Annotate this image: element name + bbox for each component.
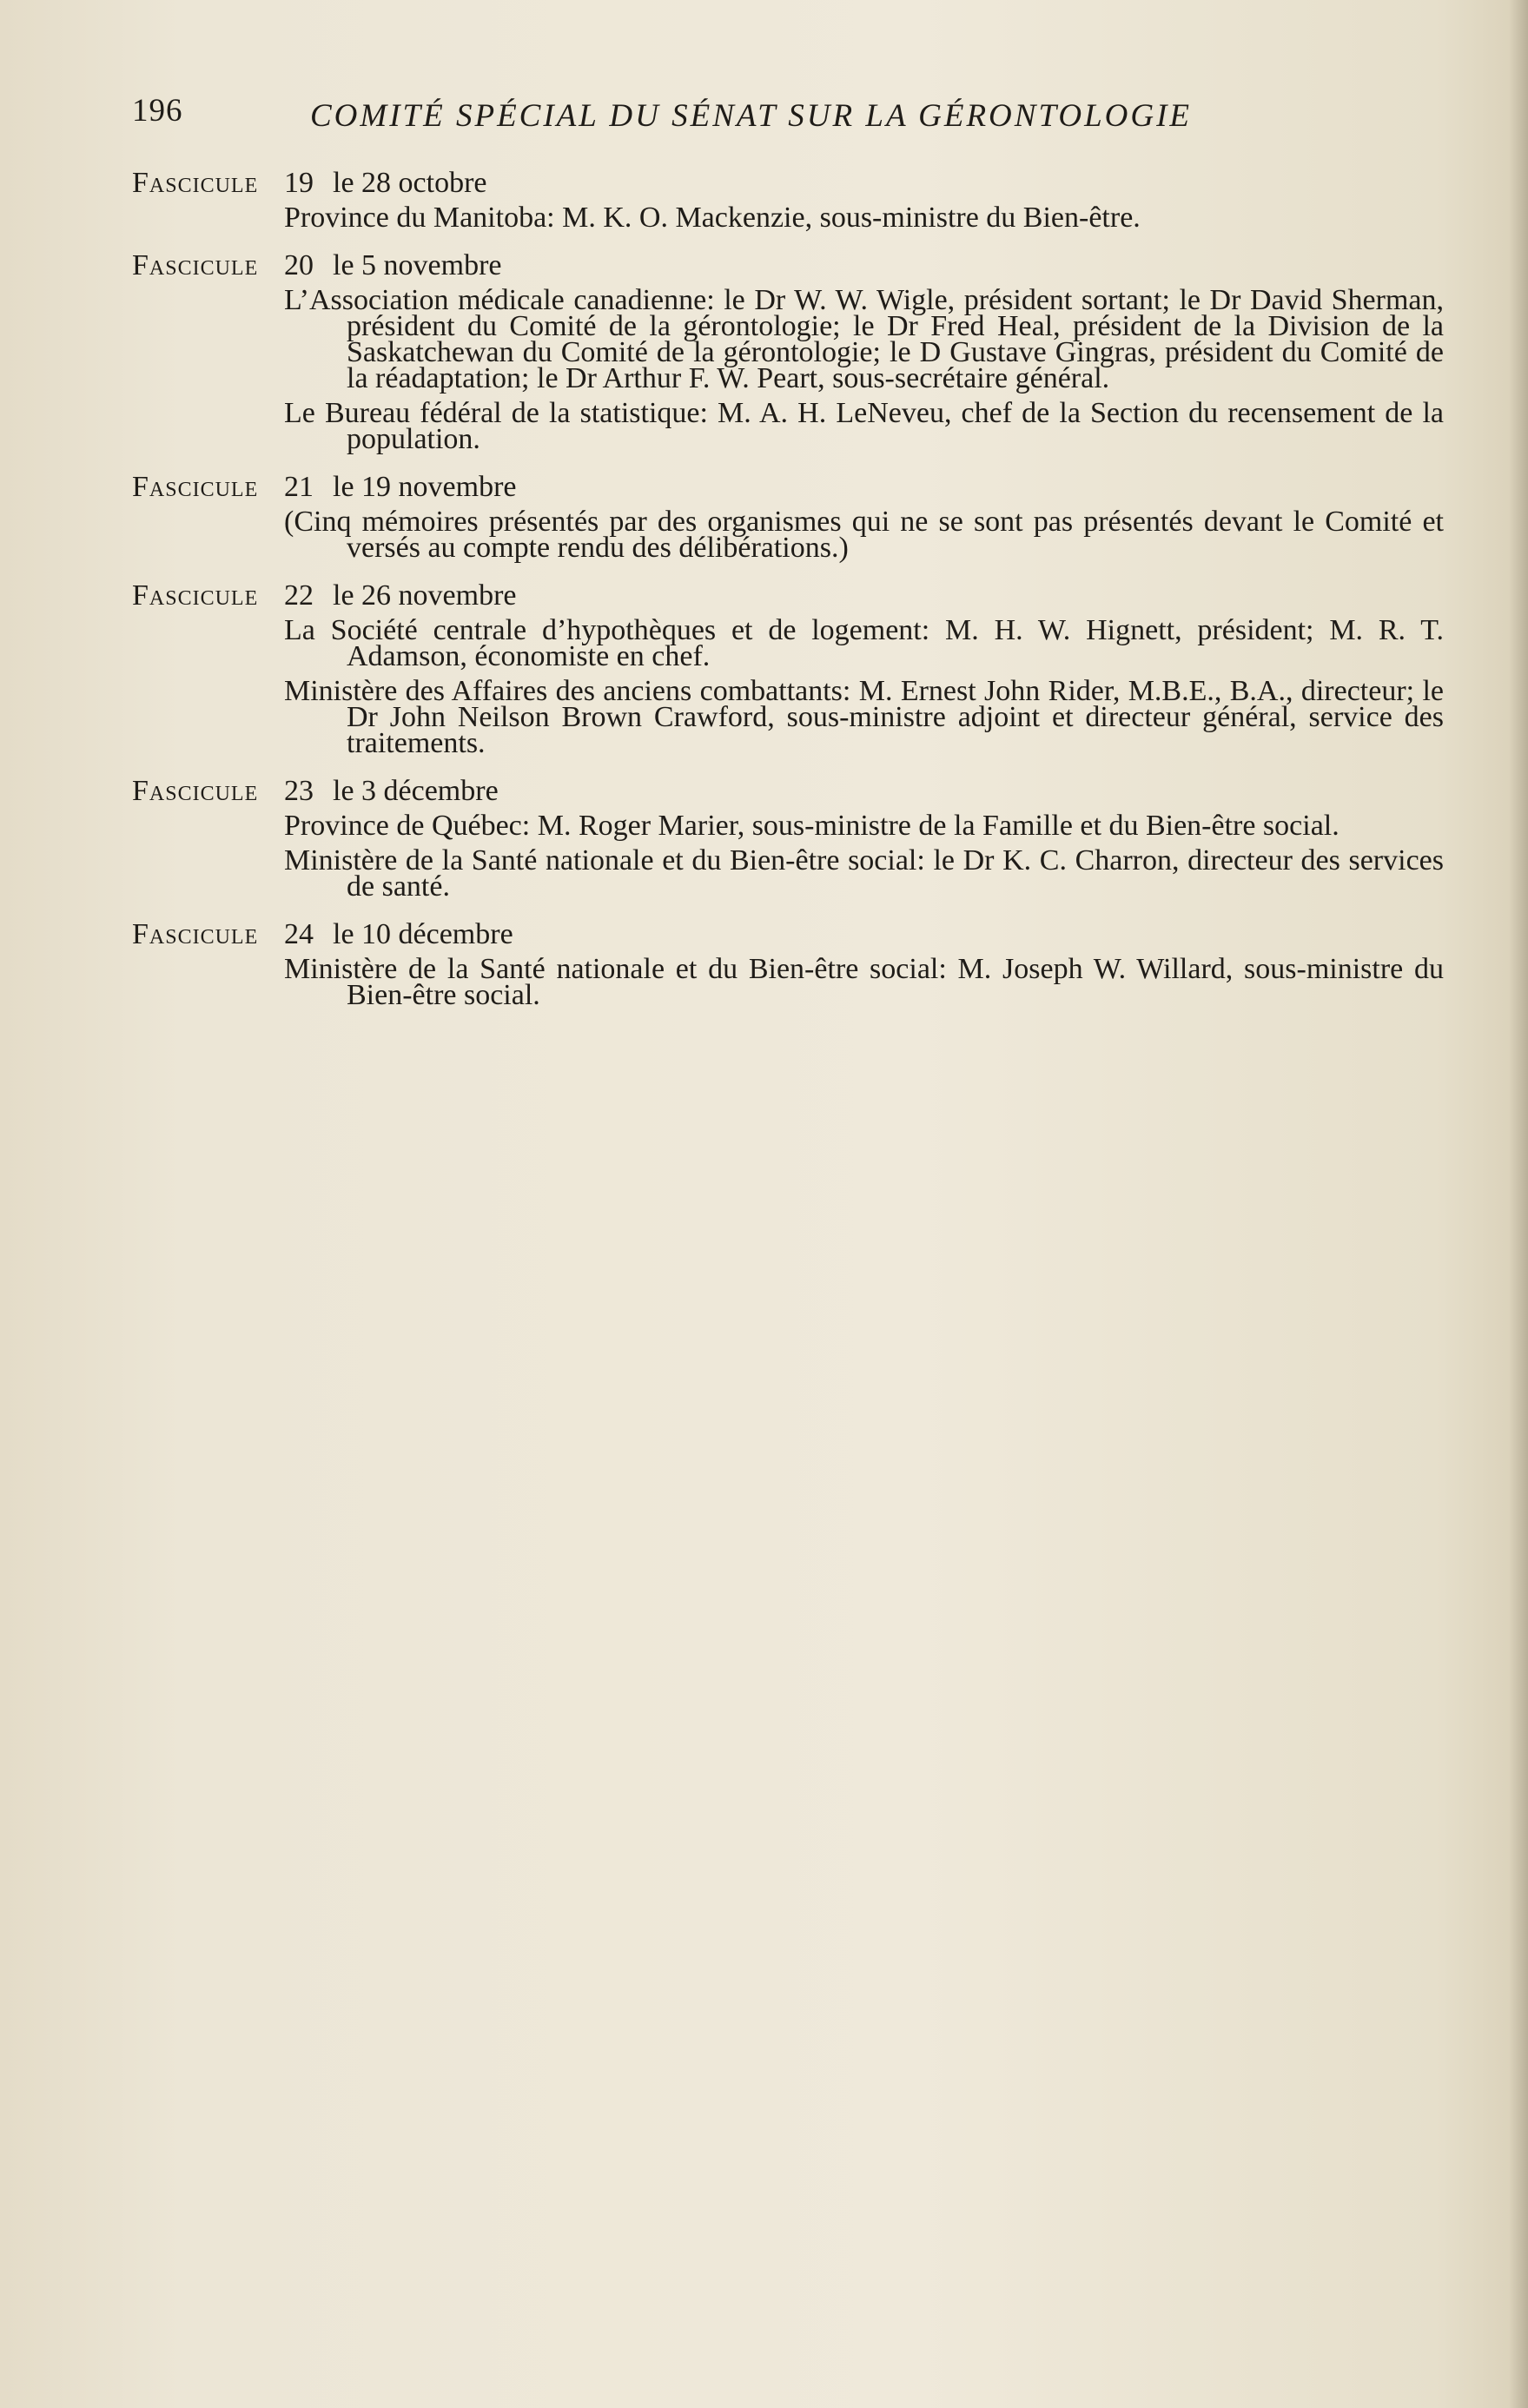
fascicule-label: Fascicule	[132, 775, 259, 807]
fascicule-label: Fascicule	[132, 918, 259, 950]
fascicule-date: le 10 décembre	[333, 918, 513, 950]
fascicule-heading	[132, 775, 1444, 813]
fascicule-number: 23	[284, 775, 314, 807]
fascicule-date: le 19 novembre	[333, 471, 517, 503]
fascicule-number: 24	[284, 918, 314, 950]
fascicule-heading	[132, 918, 1444, 956]
witness-entry: La Société centrale d’hypothèques et de logement: M. H. W. Hignett, président; M. R. T. Adamson, économiste en chef.	[284, 614, 1444, 672]
witness-entry: (Cinq mémoires présentés par des organismes qui ne se sont pas présentés devant le Comité et versés au compte rendu des délibérations.)	[284, 506, 1444, 564]
fascicule-label: Fascicule	[132, 249, 259, 281]
page-number: 196	[132, 93, 183, 129]
fascicule-date: le 26 novembre	[333, 579, 517, 612]
fascicule-date: le 3 décembre	[333, 775, 499, 807]
running-title: COMITÉ SPÉCIAL DU SÉNAT SUR LA GÉRONTOLOGIE	[310, 98, 1193, 134]
fascicule-21	[132, 471, 1444, 564]
witness-entry: Ministère des Affaires des anciens combattants: M. Ernest John Rider, M.B.E., B.A., directeur; le Dr John Neilson Brown Crawford, sous-ministre adjoint et directeur général, service des traitements.	[284, 675, 1444, 759]
fascicule-number: 21	[284, 471, 314, 503]
fascicule-label: Fascicule	[132, 167, 259, 199]
fascicule-list	[132, 167, 1444, 1030]
witness-entry: Province du Manitoba: M. K. O. Mackenzie, sous-ministre du Bien-être.	[284, 202, 1141, 234]
fascicule-number: 22	[284, 579, 314, 612]
witness-entry: Le Bureau fédéral de la statistique: M. A. H. LeNeveu, chef de la Section du recensement de la population.	[284, 397, 1444, 455]
fascicule-24	[132, 918, 1444, 1011]
fascicule-label: Fascicule	[132, 471, 259, 503]
page-header	[132, 87, 1261, 139]
fascicule-19	[132, 167, 1444, 234]
fascicule-heading	[132, 249, 1444, 288]
page-gutter-shadow	[1509, 0, 1528, 2408]
witness-entry: Ministère de la Santé nationale et du Bien-être social: le Dr K. C. Charron, directeur des services de santé.	[284, 844, 1444, 903]
fascicule-20	[132, 249, 1444, 455]
fascicule-heading	[132, 579, 1444, 618]
fascicule-label: Fascicule	[132, 579, 259, 612]
fascicule-heading	[132, 167, 1444, 205]
fascicule-date: le 28 octobre	[333, 167, 487, 199]
witness-entry: Province de Québec: M. Roger Marier, sous-ministre de la Famille et du Bien-être social.	[284, 810, 1339, 842]
fascicule-23	[132, 775, 1444, 903]
fascicule-heading	[132, 471, 1444, 509]
fascicule-22	[132, 579, 1444, 759]
witness-entry: Ministère de la Santé nationale et du Bien-être social: M. Joseph W. Willard, sous-ministre du Bien-être social.	[284, 953, 1444, 1011]
fascicule-date: le 5 novembre	[333, 249, 502, 281]
fascicule-number: 20	[284, 249, 314, 281]
fascicule-number: 19	[284, 167, 314, 199]
witness-entry: L’Association médicale canadienne: le Dr W. W. Wigle, président sortant; le Dr David Sherman, président du Comité de la gérontologie; le Dr Fred Heal, président de la Division de la Saskatchewan du Comité de la gérontologie; le D Gustave Gingras, président du Comité de la réadaptation; le Dr Arthur F. W. Peart, sous-secrétaire général.	[284, 284, 1444, 394]
